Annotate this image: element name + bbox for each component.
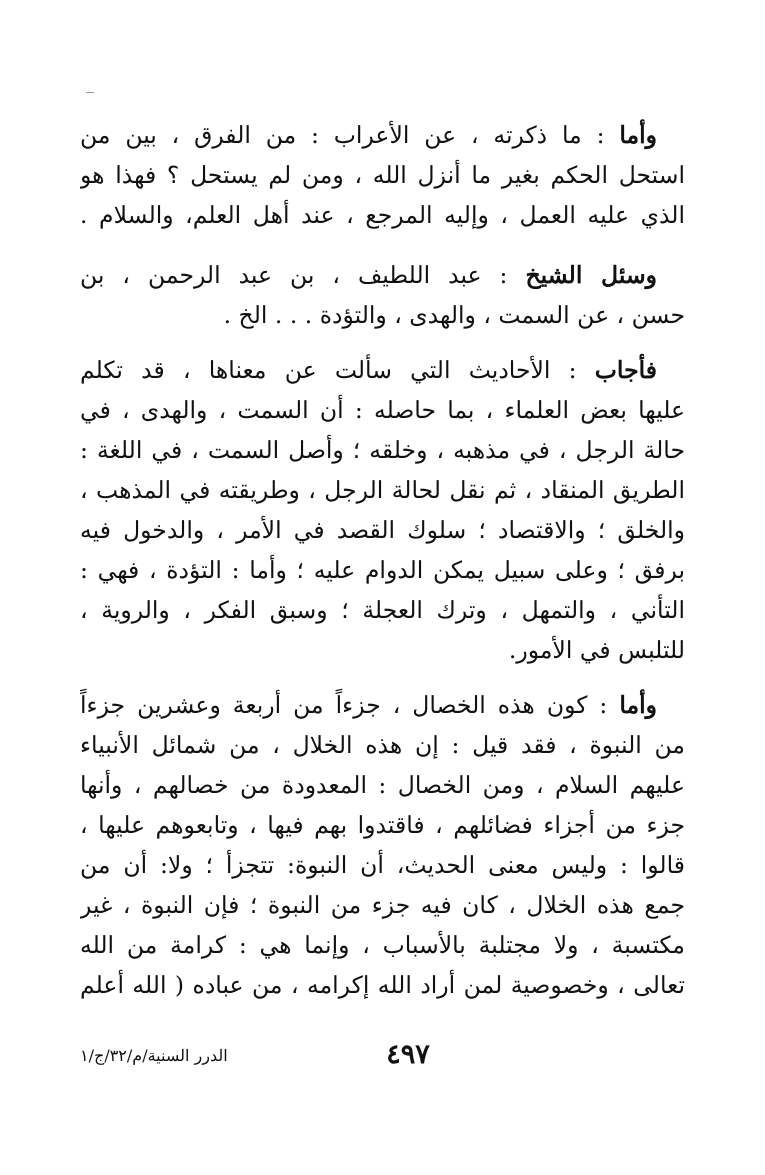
paragraph-lead: وأما [619,121,657,149]
text-line: برفق ؛ وعلى سبيل يمكن الدوام عليه ؛ وأما : التؤدة ، فهي : [80,556,685,584]
text-line [80,685,685,725]
text-line [80,350,685,390]
page-mark [86,92,94,93]
paragraph-lead: فأجاب [594,356,657,384]
text-line: والخلق ؛ والاقتصاد ؛ سلوك القصد في الأمر ، والدخول فيه [80,516,685,544]
text-line: تعالى ، وخصوصية لمن أراد الله إكرامه ، من عباده ( الله أعلم [80,971,685,999]
paragraph-lead: وأما [619,691,657,719]
text-line: استحل الحكم بغير ما أنزل الله ، ومن لم يستحل ؟ فهذا هو [80,161,685,189]
text-line: عليهم السلام ، ومن الخصال : المعدودة من خصالهم ، وأنها [80,771,685,799]
page-number: ٤٩٧ [386,1039,430,1070]
text-line: حسن ، عن السمت ، والهدى ، والتؤدة . . . الخ . [223,301,685,329]
text-line [80,115,685,155]
text-line: قالوا : وليس معنى الحديث، أن النبوة: تتجزأ ؛ ولا: أن من [80,851,685,879]
text-line: الذي عليه العمل ، وإليه المرجع ، عند أهل العلم، والسلام . [80,201,685,229]
text-line: حالة الرجل ، في مذهبه ، وخلقه ؛ وأصل السمت ، في اللغة : [80,436,685,464]
text-line: الطريق المنقاد ، ثم نقل لحالة الرجل ، وطريقته في المذهب ، [80,476,685,504]
line-text: : الأحاديث التي سألت عن معناها ، قد تكلم [80,356,577,384]
text-line: من النبوة ، فقد قيل : إن هذه الخلال ، من شمائل الأنبياء [80,731,685,759]
text-line: مكتسبة ، ولا مجتلبة بالأسباب ، وإنما هي : كرامة من الله [80,931,685,959]
line-text: : عبد اللطيف ، بن عبد الرحمن ، بن [80,261,508,289]
page-footer [80,1035,685,1075]
text-line [80,255,685,295]
paragraph-2 [80,255,685,335]
paragraph-4 [80,685,685,1005]
text-line: عليها بعض العلماء ، بما حاصله : أن السمت ، والهدى ، في [80,396,685,424]
paragraph-1 [80,115,685,235]
line-text: : كون هذه الخصال ، جزءاً من أربعة وعشرين جزءاً [80,691,608,719]
source-reference: الدرر السنية/م/٣٢/ج/١ [80,1046,228,1065]
line-text: : ما ذكرته ، عن الأعراب : من الفرق ، بين من [80,121,605,149]
paragraph-3 [80,350,685,670]
text-line: جمع هذه الخلال ، كان فيه جزء من النبوة ؛ فإن النبوة ، غير [80,891,685,919]
text-line: للتلبس في الأمور. [508,636,685,664]
paragraph-lead: وسئل الشيخ [525,261,657,289]
text-line: التأني ، والتمهل ، وترك العجلة ؛ وسبق الفكر ، والروية ، [80,596,685,624]
text-line: جزء من أجزاء فضائلهم ، فاقتدوا بهم فيها ، وتابعوهم عليها ، [80,811,685,839]
